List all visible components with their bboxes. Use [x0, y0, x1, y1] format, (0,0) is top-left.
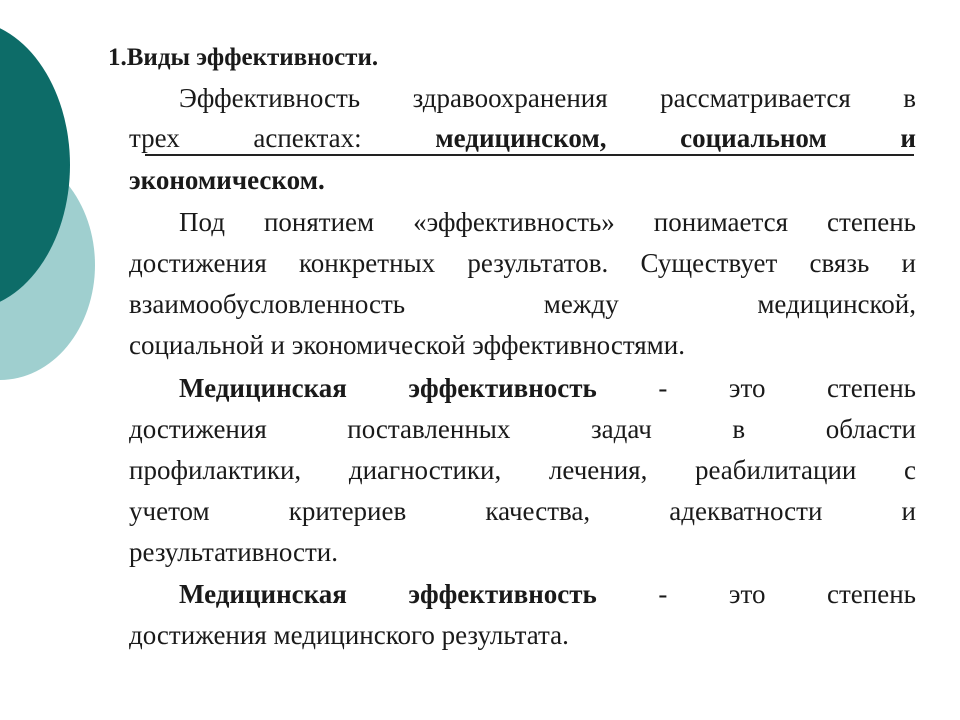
- paragraph-2-line-3: взаимообусловленность между медицинской,: [129, 289, 916, 319]
- paragraph-4-line-1: [129, 574, 916, 614]
- term-medical-efficiency: Медицинская эффективность: [179, 373, 597, 403]
- paragraph-3-line-2: достижения поставленных задач в области: [129, 414, 916, 444]
- paragraph-2-line-2: достижения конкретных результатов. Существует связь и: [129, 248, 916, 278]
- paragraph-3-line-3: профилактики, диагностики, лечения, реабилитации с: [129, 455, 916, 485]
- paragraph-1-line-3: экономическом.: [129, 165, 325, 195]
- term-medical-efficiency-2: Медицинская эффективность: [179, 579, 597, 609]
- paragraph-2-line-4: социальной и экономической эффективностями.: [129, 330, 685, 360]
- paragraph-1-line-2: [129, 118, 916, 158]
- paragraph-4-line-2: достижения медицинского результата.: [129, 620, 569, 650]
- aspects-intro: трех аспектах:: [129, 123, 436, 153]
- underline-rule: [145, 154, 914, 156]
- definition-intro: - это степень: [596, 373, 916, 403]
- paragraph-3-line-4: учетом критериев качества, адекватности и: [129, 496, 916, 526]
- definition-intro-2: - это степень: [596, 579, 916, 609]
- slide-heading: 1.Виды эффективности.: [108, 44, 379, 71]
- aspects-list: медицинском, социальном и: [435, 123, 916, 153]
- paragraph-3-line-1: [129, 368, 916, 408]
- paragraph-2-line-1: Под понятием «эффективность» понимается степень: [179, 207, 916, 237]
- paragraph-3-line-5: результативности.: [129, 537, 338, 567]
- paragraph-1-line-1: Эффективность здравоохранения рассматривается в: [179, 83, 916, 113]
